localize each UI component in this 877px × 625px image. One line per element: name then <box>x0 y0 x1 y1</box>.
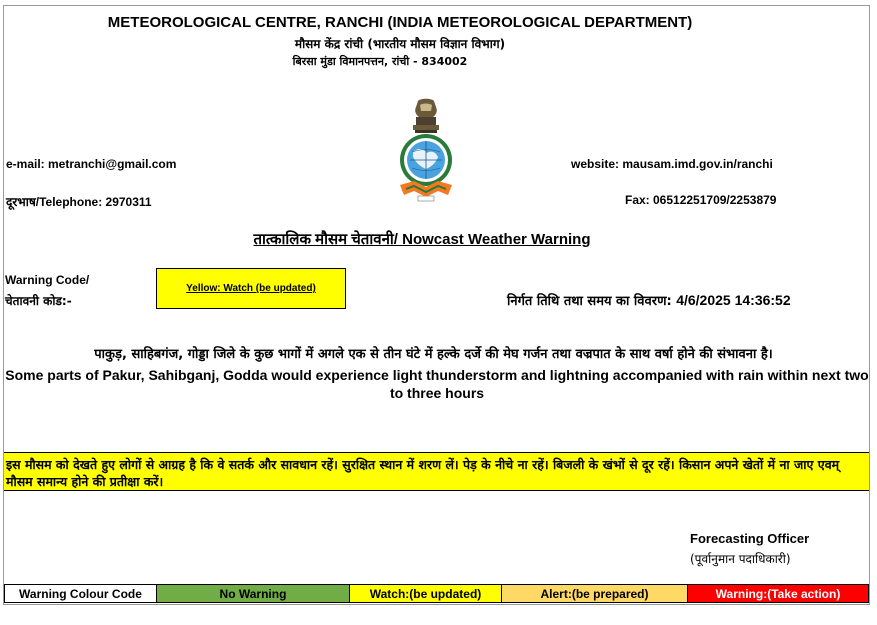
warning-code-label-en: Warning Code/ <box>5 273 90 287</box>
org-name-hindi: मौसम केंद्र रांची (भारतीय मौसम विज्ञान विभाग) <box>294 37 506 51</box>
forecasting-officer-title-hindi: (पूर्वानुमान पदाधिकारी) <box>690 552 791 566</box>
warning-message-english: Some parts of Pakur, Sahibganj, Godda would experience light thunderstorm and lightning accompanied with rain within next two to three hours <box>5 367 869 401</box>
address-hindi: बिरसा मुंडा विमानपत्तन, रांची - 834002 <box>292 55 468 68</box>
org-name-english: METEOROLOGICAL CENTRE, RANCHI (INDIA METEOROLOGICAL DEPARTMENT) <box>107 14 693 31</box>
telephone-text: दूरभाष/Telephone: 2970311 <box>6 195 152 209</box>
website-text: website: mausam.imd.gov.in/ranchi <box>571 157 773 171</box>
globe-seal-icon <box>400 134 452 186</box>
public-advisory: इस मौसम को देखते हुए लोगों से आग्रह है कि वे सतर्क और सावधान रहें। सुरक्षित स्थान में शरण लें। पेड़ के नीचे ना रहें। बिजली के खंभों से दूर रहें। किसान अपने खेतों में ना जाए एवम् मौसम समान्य होने की प्रतीक्षा करें। <box>4 452 869 491</box>
imd-emblem-icon <box>396 97 456 207</box>
warning-code-value: Yellow: Watch (be updated) <box>156 268 346 309</box>
email-text: e-mail: metranchi@gmail.com <box>6 157 177 171</box>
legend-item-alert: Alert:(be prepared) <box>502 584 688 603</box>
issue-datetime <box>507 291 791 309</box>
page-title: तात्कालिक मौसम चेतावनी/ Nowcast Weather Warning <box>253 231 591 248</box>
forecasting-officer-title: Forecasting Officer <box>690 531 810 546</box>
legend-item-no-warning: No Warning <box>157 584 350 603</box>
warning-code-label-hi: चेतावनी कोड:- <box>5 294 72 308</box>
legend-item-warning: Warning:(Take action) <box>688 584 869 603</box>
issue-datetime-value: 4/6/2025 14:36:52 <box>676 292 791 308</box>
issue-datetime-label: निर्गत तिथि तथा समय का विवरण: <box>507 294 672 309</box>
lion-capital-icon <box>413 99 439 133</box>
legend-item-watch: Watch:(be updated) <box>350 584 502 603</box>
legend-item-title: Warning Colour Code <box>4 584 157 603</box>
warning-code-label <box>5 270 89 312</box>
warning-message-hindi: पाकुड़, साहिबगंज, गोड्डा जिले के कुछ भागों में अगले एक से तीन घंटे में हल्के दर्जे की मेघ गर्जन तथा वज्रपात के साथ वर्षा होने की संभावना है। <box>94 347 773 362</box>
warning-colour-legend <box>4 584 869 603</box>
fax-text: Fax: 06512251709/2253879 <box>625 193 777 207</box>
